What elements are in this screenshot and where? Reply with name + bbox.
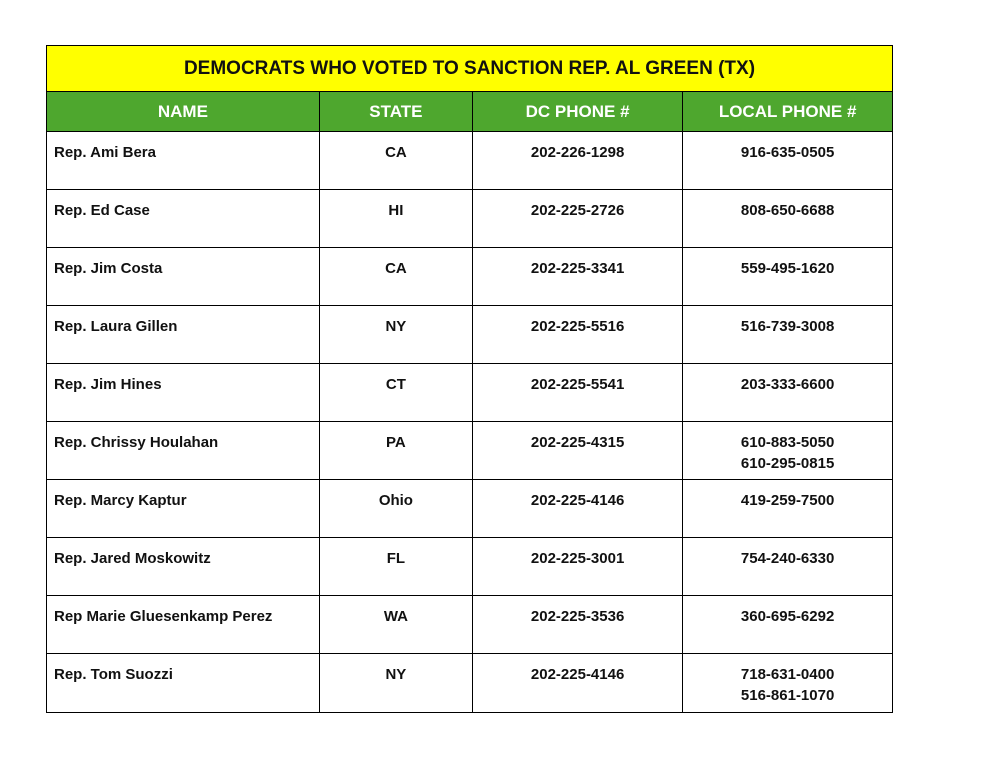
header-dc-phone: DC PHONE # [472,92,682,132]
local-phone-cell [683,538,892,596]
local-phone-number: 718-631-0400 [740,666,835,683]
local-phone-cell [683,422,892,480]
table-row [47,364,892,422]
state-cell: NY [319,306,472,364]
dc-phone-cell: 202-225-3001 [472,538,682,596]
state-cell: Ohio [319,480,472,538]
local-phone-cell [683,248,892,306]
local-phone-number: 203-333-6600 [740,376,835,393]
rep-name-cell: Rep. Jim Hines [47,364,319,422]
rep-name-cell: Rep Marie Gluesenkamp Perez [47,596,319,654]
local-phone-cell [683,654,892,712]
header-local-phone: LOCAL PHONE # [683,92,892,132]
local-phone-cell [683,480,892,538]
header-name: NAME [47,92,319,132]
local-phone-number: 754-240-6330 [740,550,835,567]
local-phone-cell [683,306,892,364]
representatives-table [47,92,892,712]
table-row [47,132,892,190]
local-phone-number: 516-861-1070 [740,687,835,704]
table-row [47,654,892,712]
table-body [47,132,892,712]
table-row [47,306,892,364]
state-cell: PA [319,422,472,480]
rep-name-cell: Rep. Ed Case [47,190,319,248]
local-phone-number: 360-695-6292 [740,608,835,625]
dc-phone-cell: 202-226-1298 [472,132,682,190]
dc-phone-cell: 202-225-5541 [472,364,682,422]
dc-phone-cell: 202-225-4146 [472,480,682,538]
local-phone-cell [683,132,892,190]
local-phone-number: 808-650-6688 [740,202,835,219]
rep-name-cell: Rep. Chrissy Houlahan [47,422,319,480]
dc-phone-cell: 202-225-2726 [472,190,682,248]
dc-phone-cell: 202-225-4315 [472,422,682,480]
dc-phone-cell: 202-225-4146 [472,654,682,712]
local-phone-number: 419-259-7500 [740,492,835,509]
local-phone-number: 610-295-0815 [740,455,835,472]
local-phone-number: 516-739-3008 [740,318,835,335]
header-row [47,92,892,132]
sheet-title: DEMOCRATS WHO VOTED TO SANCTION REP. AL GREEN (TX) [47,46,892,92]
local-phone-cell [683,596,892,654]
rep-name-cell: Rep. Tom Suozzi [47,654,319,712]
rep-name-cell: Rep. Jared Moskowitz [47,538,319,596]
rep-name-cell: Rep. Ami Bera [47,132,319,190]
state-cell: WA [319,596,472,654]
table-row [47,480,892,538]
local-phone-number: 610-883-5050 [740,434,835,451]
rep-name-cell: Rep. Laura Gillen [47,306,319,364]
state-cell: NY [319,654,472,712]
dc-phone-cell: 202-225-3341 [472,248,682,306]
local-phone-number: 559-495-1620 [740,260,835,277]
state-cell: HI [319,190,472,248]
state-cell: CT [319,364,472,422]
dc-phone-cell: 202-225-5516 [472,306,682,364]
contact-sheet [46,45,893,713]
local-phone-number: 916-635-0505 [740,144,835,161]
local-phone-cell [683,364,892,422]
state-cell: CA [319,132,472,190]
header-state: STATE [319,92,472,132]
table-row [47,190,892,248]
rep-name-cell: Rep. Marcy Kaptur [47,480,319,538]
state-cell: CA [319,248,472,306]
rep-name-cell: Rep. Jim Costa [47,248,319,306]
dc-phone-cell: 202-225-3536 [472,596,682,654]
table-row [47,248,892,306]
table-row [47,596,892,654]
table-row [47,538,892,596]
local-phone-cell [683,190,892,248]
table-row [47,422,892,480]
state-cell: FL [319,538,472,596]
